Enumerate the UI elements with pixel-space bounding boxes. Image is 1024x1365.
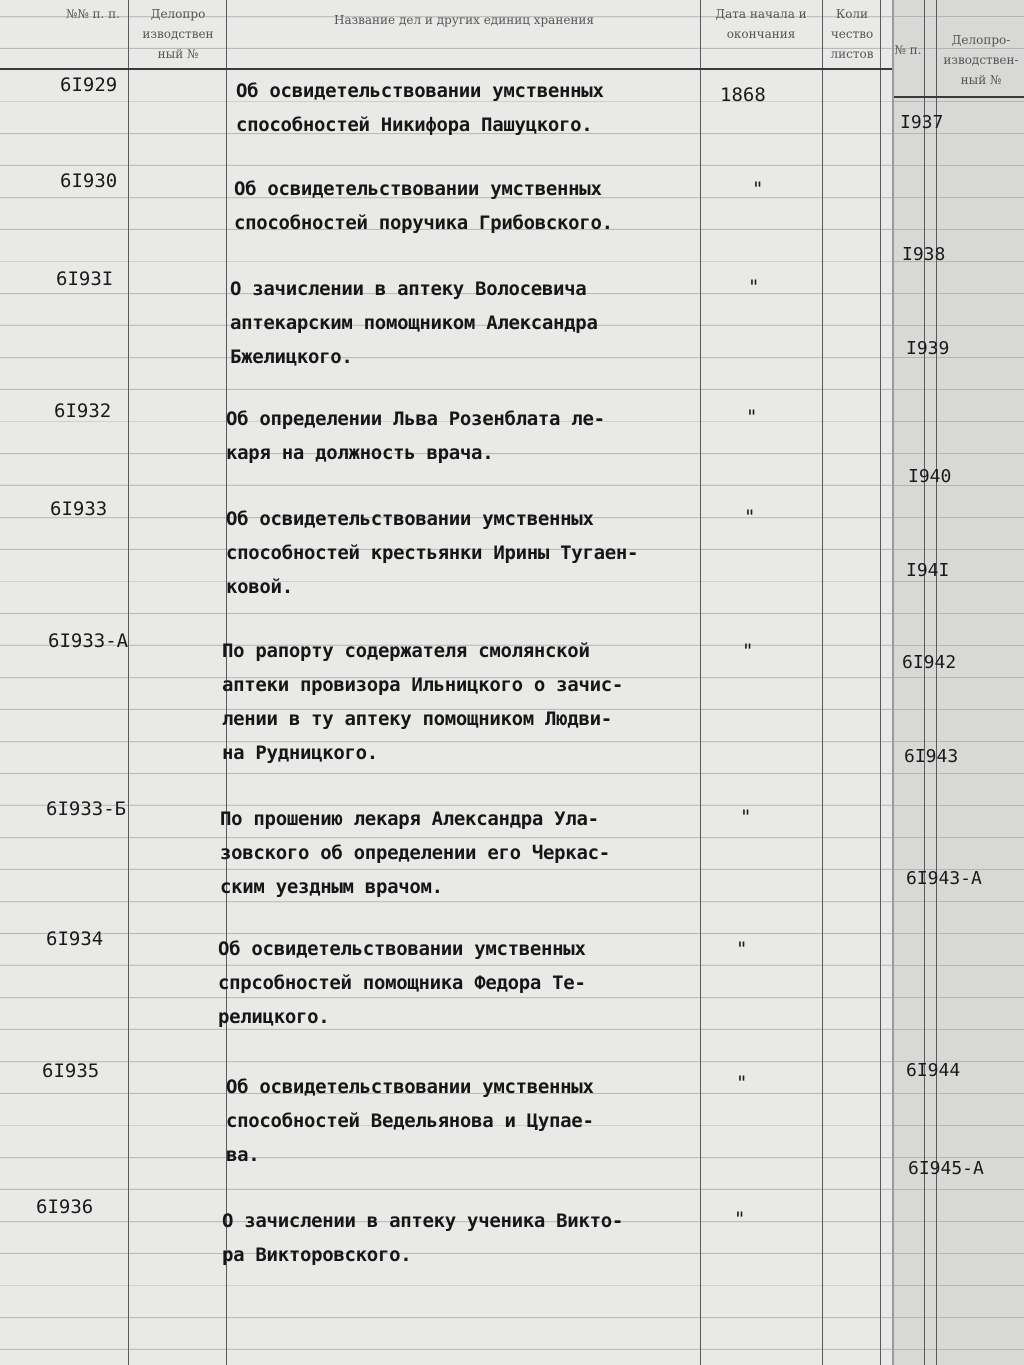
header-rule [0,68,892,70]
right-entry-number: 6I945-А [908,1158,984,1179]
entry-number: 6I929 [60,74,118,96]
right-entry-number: I938 [902,244,946,265]
column-divider [880,0,881,1365]
entry-title: О зачислении в аптеку Волосевича аптекарским помощником Александра Бжелицкого. [230,278,598,368]
entry-number: 6I935 [42,1060,100,1082]
entry-date: " [748,276,760,298]
right-entry-number: 6I944 [906,1060,961,1081]
entry-date: " [736,1072,748,1094]
entry-title: Об освидетельствовании умственных способностей крестьянки Ирины Тугаен- ковой. [226,508,639,598]
header-office-num: Делопро- изводствен- ный № [943,33,1019,87]
entry-number: 6I936 [36,1196,94,1218]
entry-date: " [752,178,764,200]
right-entry-number: 6I942 [902,652,957,673]
header-sheets: Коли чество листов [830,7,874,61]
entry-title: Об освидетельствовании умственных способностей Никифора Пашуцкого. [236,80,604,136]
entry-title: Об освидетельствовании умственных способностей Ведельянова и Цупае- ва. [226,1076,594,1166]
column-divider [128,0,129,1365]
entry-date: 1868 [720,84,766,106]
right-entry-number: I939 [906,338,950,359]
entry-date: " [740,806,752,828]
entry-title: Об освидетельствовании умственных способностей поручика Грибовского. [234,178,613,234]
right-entry-number: 6I943-А [906,868,982,889]
entry-title: О зачислении в аптеку ученика Викто- ра Викторовского. [222,1210,624,1266]
entry-number: 6I933-А [48,630,129,652]
entry-date: " [744,506,756,528]
entry-date: " [746,406,758,428]
entry-date: " [742,640,754,662]
header-office-num: Делопро изводствен ный № [142,7,214,61]
header-dates: Дата начала и окончания [715,7,807,41]
right-entry-number: I94I [906,560,950,581]
right-entry-number: I940 [908,466,952,487]
header-rule [894,96,1024,98]
header-num: № п. [894,43,922,57]
column-divider [822,0,823,1365]
entry-title: Об определении Льва Розенблата ле- каря на должность врача. [226,408,605,464]
entry-title: По рапорту содержателя смолянской аптеки провизора Ильницкого о зачис- лении в ту аптеку помощником Людви- на Рудницкого. [222,640,624,764]
entry-number: 6I93I [56,268,114,290]
column-divider [700,0,701,1365]
entry-number: 6I933-Б [46,798,127,820]
right-entry-number: I937 [900,112,944,133]
header-title: Название дел и других единиц хранения [333,13,594,27]
entry-number: 6I934 [46,928,104,950]
entry-title: По прошению лекаря Александра Ула- зовского об определении его Черкас- ским уездным врачом. [220,808,610,898]
entry-date: " [736,938,748,960]
entry-title: Об освидетельствовании умственных спрсобностей помощника Федора Те- релицкого. [218,938,586,1028]
entry-number: 6I932 [54,400,112,422]
header-num: №№ п. п. [66,7,120,21]
entry-number: 6I933 [50,498,108,520]
entry-date: " [734,1208,746,1230]
entry-number: 6I930 [60,170,118,192]
right-entry-number: 6I943 [904,746,959,767]
right-page [892,0,1024,1365]
